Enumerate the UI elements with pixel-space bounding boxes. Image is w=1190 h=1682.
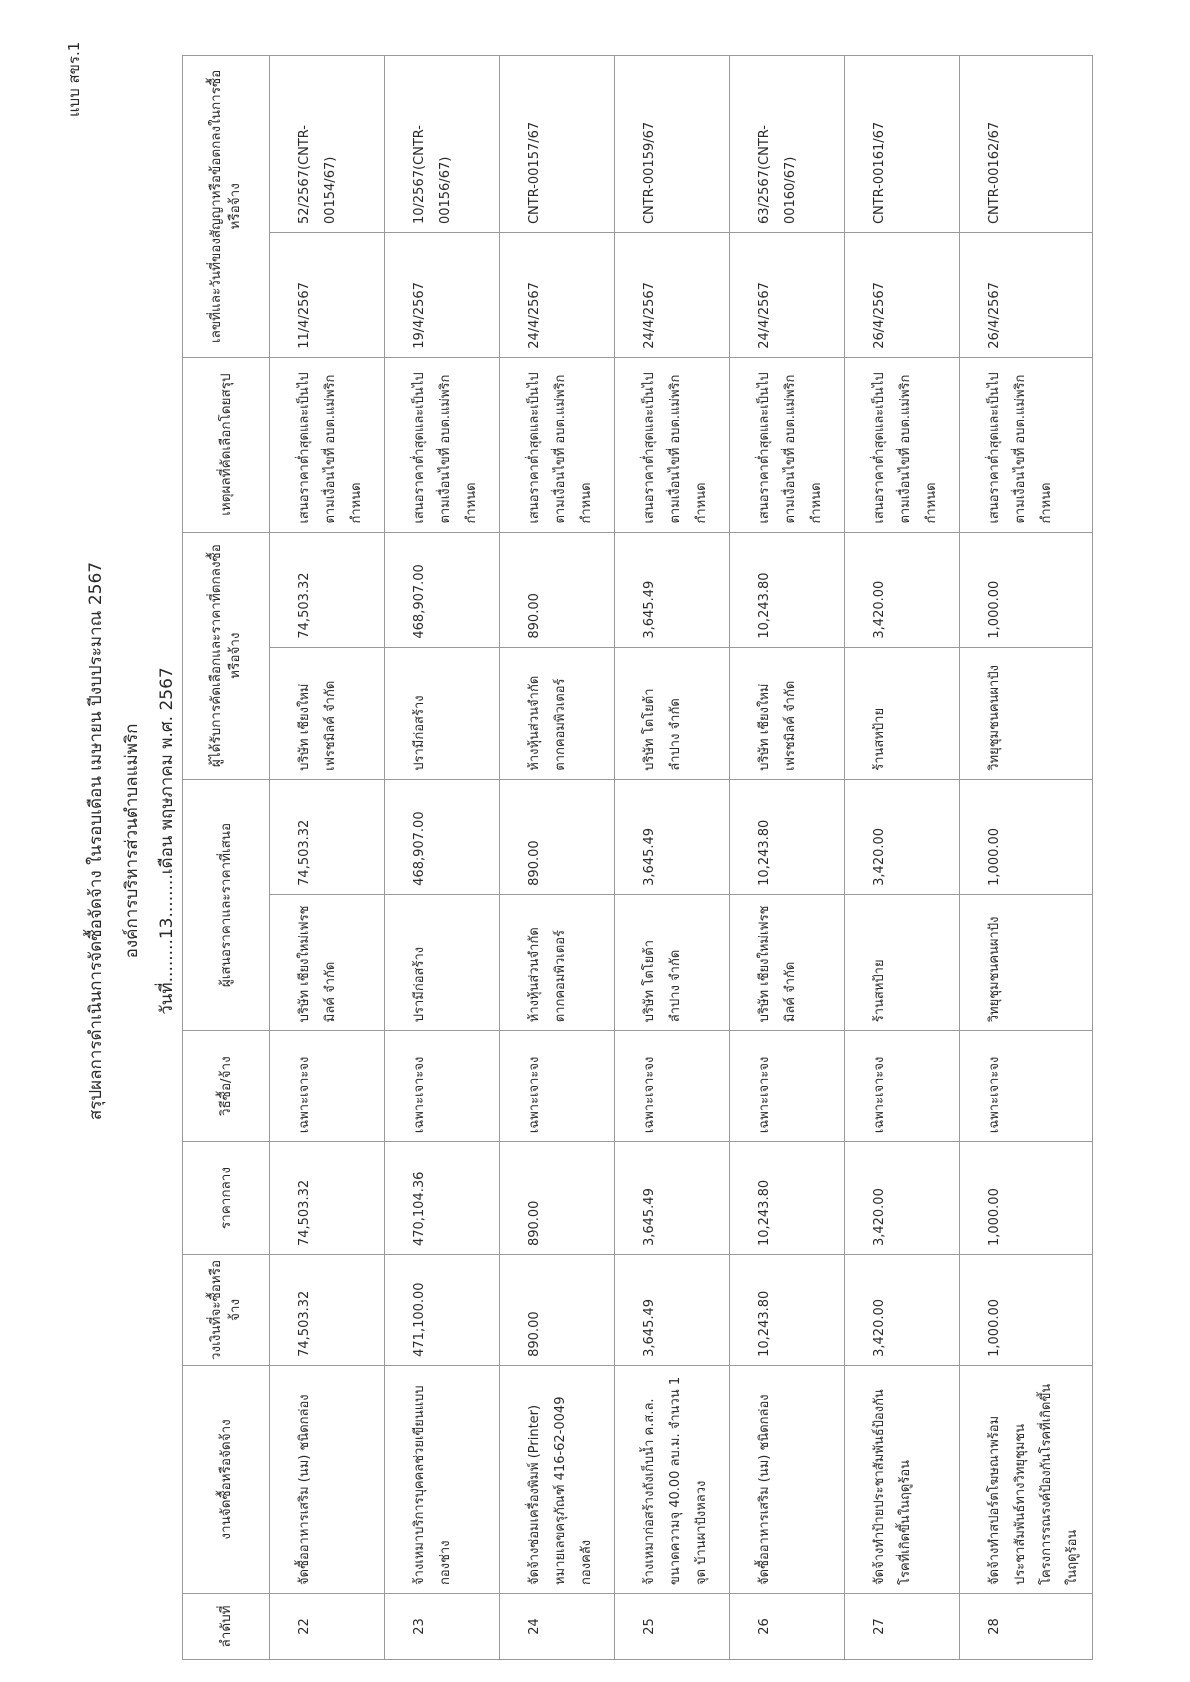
row-selected-price: 1,000.00 <box>987 580 1002 639</box>
row-reason: เสนอราคาต่ำสุดและเป็นไปตามเงื่อนไขที่ อบต.แม่พริกกำหนด <box>412 372 479 524</box>
header-median: ราคากลาง <box>183 1142 270 1255</box>
row-selected-name: ปรามีก่อสร้าง <box>412 695 427 771</box>
row-method: เฉพาะเจาะจง <box>642 1056 657 1134</box>
row-work: จ้างเหมาบริการบุคคลช่วยเขียนแบบ กองช่าง <box>412 1385 453 1585</box>
row-reason: เสนอราคาต่ำสุดและเป็นไปตามเงื่อนไขที่ อบต.แม่พริกกำหนด <box>527 372 594 524</box>
table-header-row <box>183 56 270 1660</box>
row-no: 24 <box>527 1618 542 1635</box>
row-method: เฉพาะเจาะจง <box>412 1056 427 1134</box>
header-contract: เลขที่และวันที่ของสัญญาหรือข้อตกลงในการซื้อหรือจ้าง <box>183 56 270 358</box>
row-budget: 471,100.00 <box>412 1282 427 1357</box>
row-offer-name: บริษัท เชียงใหม่เฟรชมิลค์ จำกัด <box>757 905 798 1023</box>
table-row <box>270 56 385 1660</box>
row-selected-name: บริษัท โตโยต้าลำปาง จำกัด <box>642 688 683 771</box>
row-no: 28 <box>987 1618 1002 1635</box>
row-no: 25 <box>642 1618 657 1635</box>
row-method: เฉพาะเจาะจง <box>297 1056 312 1134</box>
row-offer-name: วิทยุชุมชนคนผาปัง <box>987 916 1002 1023</box>
row-selected-price: 10,243.80 <box>757 572 772 639</box>
row-contract-date: 26/4/2567 <box>987 282 1002 349</box>
row-work: จัดซื้ออาหารเสริม (นม) ชนิดกล่อง <box>297 1394 312 1585</box>
row-no: 26 <box>757 1618 772 1635</box>
row-no: 27 <box>872 1618 887 1635</box>
organization-name: องค์การบริหารส่วนตำบลแม่พริก <box>122 723 142 959</box>
row-budget: 74,503.32 <box>297 1290 312 1357</box>
row-method: เฉพาะเจาะจง <box>757 1056 772 1134</box>
row-selected-name: ร้านสหป้าย <box>872 707 887 771</box>
row-median: 3,420.00 <box>872 1188 887 1247</box>
header-reason: เหตุผลที่คัดเลือกโดยสรุป <box>183 357 270 532</box>
row-median: 74,503.32 <box>297 1179 312 1247</box>
row-contract-date: 24/4/2567 <box>642 282 657 349</box>
row-median: 10,243.80 <box>757 1179 772 1247</box>
report-title: สรุปผลการดำเนินการจัดซื้อจัดจ้าง ในรอบเดือน เมษายน ปีงบประมาณ 2567 <box>86 561 106 1121</box>
row-median: 890.00 <box>527 1200 542 1247</box>
row-contract-date: 24/4/2567 <box>757 282 772 349</box>
row-reason: เสนอราคาต่ำสุดและเป็นไปตามเงื่อนไขที่ อบต.แม่พริกกำหนด <box>642 372 709 524</box>
row-work: จัดซื้ออาหารเสริม (นม) ชนิดกล่อง <box>757 1394 772 1585</box>
row-selected-name: ห้างหุ้นส่วนจำกัด ตากคอมพิวเตอร์ <box>527 675 568 771</box>
row-contract-date: 11/4/2567 <box>297 282 312 349</box>
table-row <box>615 56 730 1660</box>
table-row <box>730 56 845 1660</box>
row-work: จัดจ้างซ่อมเครื่องพิมพ์ (Printer) หมายเลขครุภัณฑ์ 416-62-0049 กองคลัง <box>527 1396 594 1585</box>
header-work: งานจัดซื้อหรือจัดจ้าง <box>183 1365 270 1593</box>
report-date: วันที่........13........เดือน พฤษภาคม พ.ศ. 2567 <box>157 667 177 1015</box>
row-contract-no: CNTR-00159/67 <box>642 121 657 225</box>
row-work: จัดจ้างทำป้ายประชาสัมพันธ์ป้องกันโรคที่เกิดขึ้นในฤดูร้อน <box>872 1389 913 1585</box>
row-selected-name: บริษัท เชียงใหม่เฟรชมิลค์ จำกัด <box>757 680 798 771</box>
procurement-table <box>182 55 1093 1660</box>
row-selected-price: 3,420.00 <box>872 580 887 639</box>
row-contract-no: 52/2567(CNTR-00154/67) <box>297 125 338 225</box>
row-method: เฉพาะเจาะจง <box>527 1056 542 1134</box>
header-budget: วงเงินที่จะซื้อหรือจ้าง <box>183 1255 270 1366</box>
row-no: 23 <box>412 1618 427 1635</box>
row-selected-price: 3,645.49 <box>642 580 657 639</box>
row-selected-name: บริษัท เชียงใหม่เฟรชมิลค์ จำกัด <box>297 680 338 771</box>
row-reason: เสนอราคาต่ำสุดและเป็นไปตามเงื่อนไขที่ อบต.แม่พริกกำหนด <box>987 372 1054 524</box>
row-no: 22 <box>297 1618 312 1635</box>
row-selected-name: วิทยุชุมชนคนผาปัง <box>987 665 1002 771</box>
row-contract-no: 10/2567(CNTR-00156/67) <box>412 125 453 225</box>
row-offer-name: ห้างหุ้นส่วนจำกัด ตากคอมพิวเตอร์ <box>527 927 568 1023</box>
row-budget: 10,243.80 <box>757 1290 772 1357</box>
row-budget: 890.00 <box>527 1311 542 1357</box>
row-median: 470,104.36 <box>412 1171 427 1247</box>
row-budget: 1,000.00 <box>987 1298 1002 1357</box>
header-method: วิธีซื้อ/จ้าง <box>183 1031 270 1142</box>
row-work: จ้างเหมาก่อสร้างถังเก็บน้ำ ค.ส.ล. ขนาดความจุ 40.00 ลบ.ม. จำนวน 1 จุด บ้านผาปังหลวง <box>642 1376 709 1585</box>
row-offer-name: ร้านสหป้าย <box>872 959 887 1023</box>
table-row <box>385 56 500 1660</box>
row-contract-no: CNTR-00161/67 <box>872 121 887 225</box>
row-method: เฉพาะเจาะจง <box>872 1056 887 1134</box>
row-offer-price: 10,243.80 <box>757 819 772 886</box>
row-offer-price: 468,907.00 <box>412 811 427 886</box>
row-selected-price: 468,907.00 <box>412 564 427 639</box>
row-contract-date: 19/4/2567 <box>412 282 427 349</box>
row-offer-price: 890.00 <box>527 840 542 886</box>
row-method: เฉพาะเจาะจง <box>987 1056 1002 1134</box>
table-row <box>960 56 1093 1660</box>
table-row <box>500 56 615 1660</box>
row-offer-name: บริษัท เชียงใหม่เฟรชมิลค์ จำกัด <box>297 905 338 1023</box>
row-contract-date: 24/4/2567 <box>527 282 542 349</box>
row-budget: 3,645.49 <box>642 1298 657 1357</box>
row-contract-no: 63/2567(CNTR-00160/67) <box>757 125 798 225</box>
row-work: จัดจ้างทำสปอร์ตโฆษณาพร้อมประชาสัมพันธ์ทางวิทยุชุมชน โครงการรณรงค์ป้องกันโรคที่เกิดขึ้นในฤดูร้อน <box>987 1383 1080 1585</box>
row-offer-name: บริษัท โตโยต้าลำปาง จำกัด <box>642 939 683 1023</box>
row-selected-price: 74,503.32 <box>297 572 312 639</box>
row-reason: เสนอราคาต่ำสุดและเป็นไปตามเงื่อนไขที่ อบต.แม่พริกกำหนด <box>872 372 939 524</box>
row-offer-price: 3,420.00 <box>872 827 887 886</box>
table-row <box>845 56 960 1660</box>
header-selected: ผู้ได้รับการคัดเลือกและราคาที่ตกลงซื้อหรือจ้าง <box>183 532 270 779</box>
row-contract-no: CNTR-00162/67 <box>987 121 1002 225</box>
row-median: 3,645.49 <box>642 1188 657 1247</box>
header-no: ลำดับที่ <box>183 1593 270 1659</box>
row-contract-no: CNTR-00157/67 <box>527 121 542 225</box>
header-offers: ผู้เสนอราคาและราคาที่เสนอ <box>183 779 270 1031</box>
row-median: 1,000.00 <box>987 1188 1002 1247</box>
row-reason: เสนอราคาต่ำสุดและเป็นไปตามเงื่อนไขที่ อบต.แม่พริกกำหนด <box>297 372 364 524</box>
row-budget: 3,420.00 <box>872 1298 887 1357</box>
row-selected-price: 890.00 <box>527 593 542 639</box>
row-offer-name: ปรามีก่อสร้าง <box>412 946 427 1023</box>
row-reason: เสนอราคาต่ำสุดและเป็นไปตามเงื่อนไขที่ อบต.แม่พริกกำหนด <box>757 372 824 524</box>
form-code: แบบ สขร.1 <box>65 41 83 117</box>
row-offer-price: 3,645.49 <box>642 827 657 886</box>
row-contract-date: 26/4/2567 <box>872 282 887 349</box>
row-offer-price: 1,000.00 <box>987 827 1002 886</box>
row-offer-price: 74,503.32 <box>297 819 312 886</box>
